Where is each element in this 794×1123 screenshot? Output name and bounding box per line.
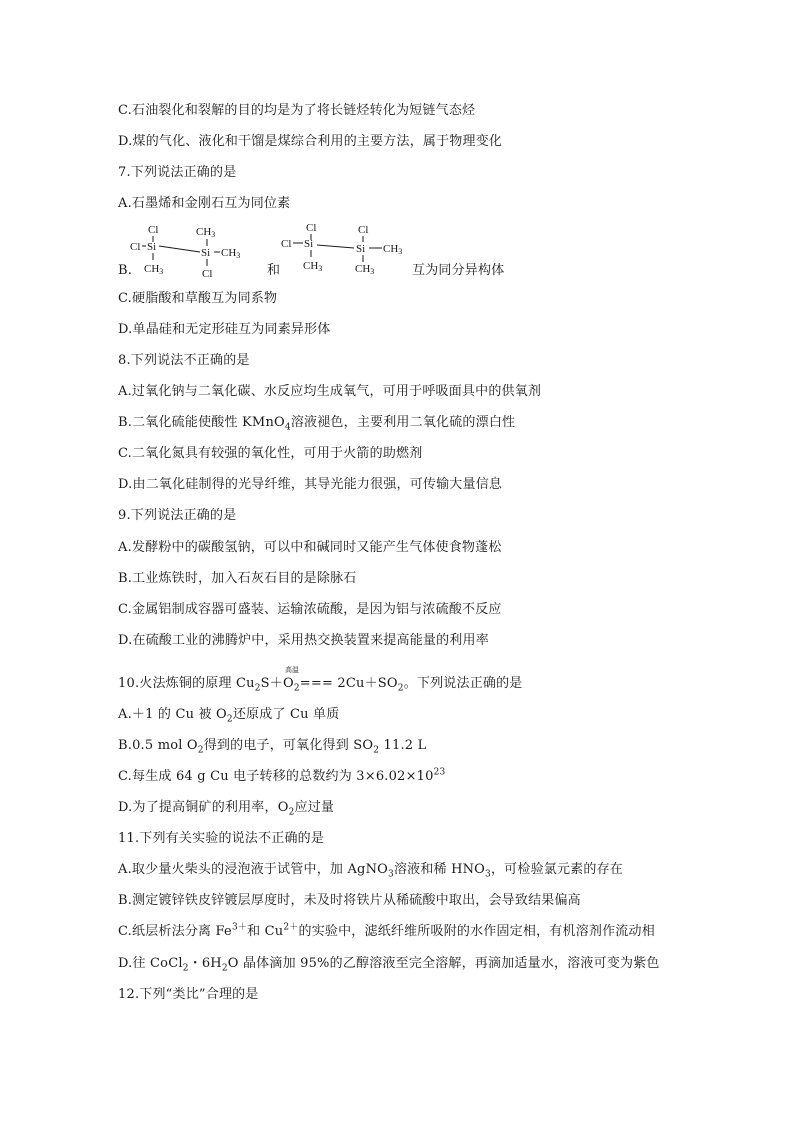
- svg-text:CH3: CH3: [221, 247, 241, 260]
- svg-text:Si: Si: [201, 247, 211, 259]
- option-b9: B.工业炼铁时，加入石灰石目的是除脉石: [118, 571, 357, 586]
- option-b10: B.0.5 mol $O_2$得到的电子，可氧化得到 $SO_2$ 11.2 L: [118, 738, 427, 756]
- option-c11: C.纸层析法分离 $Fe^{3+}$和 $Cu^{2+}$的实验中，滤纸纤维所吸附的水作固定相，有机溶剂作流动相: [118, 922, 655, 939]
- svg-text:CH3: CH3: [196, 226, 216, 239]
- option-b7-suffix: 互为同分异构体: [412, 263, 505, 278]
- svg-text:Si: Si: [304, 238, 314, 250]
- molecule-structure-1: [130, 222, 260, 280]
- molecule-structure-2: [281, 220, 411, 278]
- svg-text:CH3: CH3: [383, 243, 403, 256]
- option-b11: B.测定镀锌铁皮锌镀层厚度时，未及时将铁片从稀硫酸中取出，会导致结果偏高: [118, 893, 581, 908]
- option-d7: D.单晶硅和无定形硅互为同素异形体: [118, 322, 331, 337]
- svg-text:Cl: Cl: [306, 222, 317, 234]
- option-a10: A.＋1 的 Cu 被 $O_2$还原成了 Cu 单质: [118, 707, 340, 725]
- svg-text:Cl: Cl: [281, 238, 292, 250]
- svg-text:CH3: CH3: [355, 263, 375, 276]
- question-12: 12.下列“类比”合理的是: [118, 987, 259, 1002]
- svg-text:Si: Si: [147, 241, 157, 253]
- option-d10: D.为了提高铜矿的利用率，$O_2$应过量: [118, 800, 335, 818]
- question-11: 11.下列有关实验的说法不正确的是: [118, 831, 325, 846]
- question-7: 7.下列说法正确的是: [118, 165, 237, 180]
- option-c10: C.每生成 64 g Cu 电子转移的总数约为 $3\times 6.02\times 10^{23}$: [118, 767, 446, 784]
- option-d8: D.由二氧化硅制得的光导纤维，其导光能力很强，可传输大量信息: [118, 477, 503, 492]
- option-c7: C.硬脂酸和草酸互为同系物: [118, 291, 278, 306]
- svg-text:Cl: Cl: [130, 241, 141, 253]
- svg-text:Cl: Cl: [202, 268, 213, 280]
- option-b7-and: 和: [267, 263, 281, 278]
- reaction-condition: 高温: [285, 666, 299, 674]
- option-c6: C.石油裂化和裂解的目的均是为了将长链烃转化为短链气态烃: [118, 103, 476, 118]
- option-b7-prefix: B.: [118, 263, 133, 278]
- question-10: 10.火法炼铜的原理 $Cu_2S+O_2=== 2Cu+SO_2$。下列说法正确的是: [118, 676, 523, 694]
- option-c9: C.金属铝制成容器可盛装、运输浓硫酸，是因为铝与浓硫酸不反应: [118, 602, 502, 617]
- svg-text:Cl: Cl: [358, 224, 369, 236]
- option-d9: D.在硫酸工业的沸腾炉中，采用热交换装置来提高能量的利用率: [118, 633, 489, 648]
- svg-text:Si: Si: [356, 243, 366, 255]
- option-a7: A.石墨烯和金刚石互为同位素: [118, 196, 291, 211]
- option-c8: C.二氧化氮具有较强的氧化性，可用于火箭的助燃剂: [118, 446, 423, 461]
- reaction-arrow: ===: [299, 676, 334, 691]
- option-a8: A.过氧化钠与二氧化碳、水反应均生成氧气，可用于呼吸面具中的供氧剂: [118, 384, 542, 399]
- option-a9: A.发酵粉中的碳酸氢钠，可以中和碱同时又能产生气体使食物蓬松: [118, 540, 502, 555]
- question-8: 8.下列说法不正确的是: [118, 353, 250, 368]
- svg-text:CH3: CH3: [144, 263, 164, 276]
- option-d6: D.煤的气化、液化和干馏是煤综合利用的主要方法，属于物理变化: [118, 134, 503, 149]
- option-d11: D.往 CoCl$_2$・$6H_2O$ 晶体滴加 95%的乙醇溶液至完全溶解，再滴加适量水，溶液可变为紫色: [118, 956, 660, 974]
- option-a11: A.取少量火柴头的浸泡液于试管中，加 AgNO$_3$溶液和稀 $HNO_3$，可检验氯元素的存在: [118, 862, 623, 880]
- option-b8: B.二氧化硫能使酸性 KMnO$_4$溶液褪色，主要利用二氧化硫的漂白性: [118, 415, 516, 433]
- svg-text:CH3: CH3: [303, 260, 323, 273]
- svg-text:Cl: Cl: [148, 224, 159, 236]
- question-9: 9.下列说法正确的是: [118, 508, 237, 523]
